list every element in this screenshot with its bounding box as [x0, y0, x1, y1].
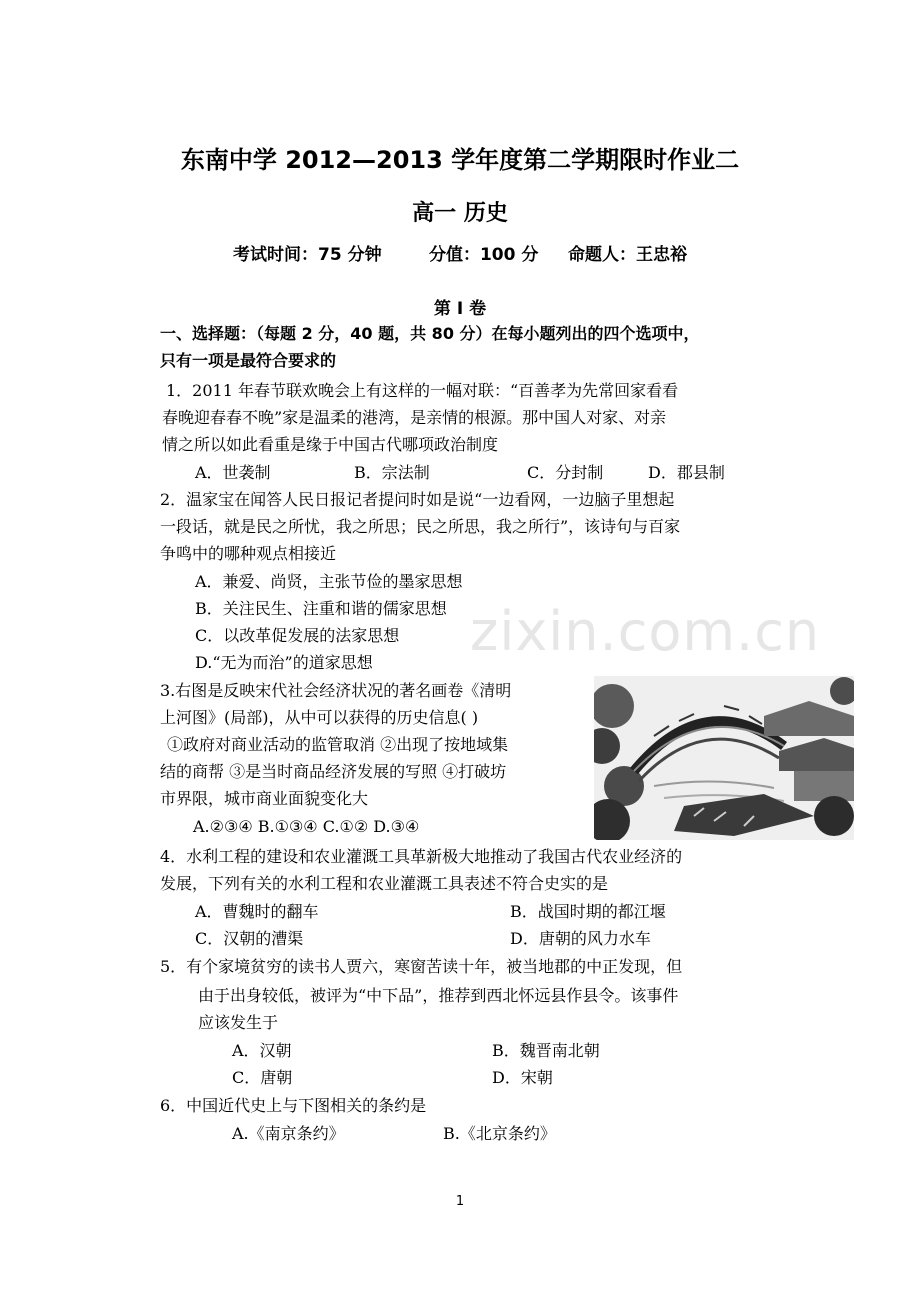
question-4-option-d: D．唐朝的风力水车	[510, 929, 651, 948]
question-3-line: 市界限，城市商业面貌变化大	[160, 789, 369, 808]
question-2-line: 2．温家宝在闻答人民日报记者提问时如是说“一边看网，一边脑子里想起	[160, 490, 675, 509]
question-3-line: ①政府对商业活动的监管取消 ②出现了按地域集	[167, 735, 509, 754]
question-5-line: 5．有个家境贫穷的读书人贾六，寒窗苦读十年，被当地郡的中正发现，但	[160, 957, 683, 976]
question-2-option-b: B．关注民生、注重和谐的儒家思想	[195, 599, 447, 618]
painting-illustration	[594, 676, 854, 840]
question-6-option-b: B.《北京条约》	[443, 1124, 556, 1143]
question-1-line: 1．2011 年春节联欢晚会上有这样的一幅对联：“百善孝为先常回家看看	[166, 381, 679, 400]
question-4-line: 4．水利工程的建设和农业灌溉工具革新极大地推动了我国古代农业经济的	[160, 847, 683, 866]
document-title: 东南中学 2012—2013 学年度第二学期限时作业二	[180, 146, 740, 174]
question-5-option-c: C．唐朝	[232, 1068, 293, 1087]
section-heading-line2: 只有一项是最符合要求的	[160, 351, 337, 370]
question-3-line: 3.右图是反映宋代社会经济状况的著名画卷《清明	[160, 681, 512, 700]
question-2-line: 争鸣中的哪种观点相接近	[160, 544, 337, 563]
question-5-line: 应该发生于	[198, 1013, 279, 1032]
question-3-line: 上河图》(局部)，从中可以获得的历史信息( )	[160, 708, 479, 727]
question-2-option-c: C．以改革促发展的法家思想	[195, 626, 400, 645]
question-1-option-b: B．宗法制	[354, 463, 430, 482]
page-number: 1	[455, 1194, 465, 1209]
question-1-line: 情之所以如此看重是缘于中国古代哪项政治制度	[162, 435, 499, 454]
section-heading-line1: 一、选择题：（每题 2 分，40 题，共 80 分）在每小题列出的四个选项中，	[160, 324, 700, 343]
exam-meta: 考试时间：75 分钟 分值：100 分 命题人：王忠裕	[233, 245, 687, 265]
question-5-option-b: B．魏晋南北朝	[492, 1041, 600, 1060]
question-5-option-d: D．宋朝	[492, 1068, 553, 1087]
question-2-option-d: D.“无为而治”的道家思想	[195, 653, 373, 672]
question-1-line: 春晚迎春春不晚”家是温柔的港湾，是亲情的根源。那中国人对家、对亲	[162, 408, 667, 427]
question-2-option-a: A．兼爱、尚贤，主张节俭的墨家思想	[195, 572, 463, 591]
question-1-option-a: A．世袭制	[195, 463, 271, 482]
question-5-line: 由于出身较低，被评为“中下品”，推荐到西北怀远县作县令。该事件	[198, 986, 679, 1005]
question-1-option-d: D．郡县制	[648, 463, 725, 482]
question-4-option-c: C．汉朝的漕渠	[195, 929, 304, 948]
question-3-line: 结的商帮 ③是当时商品经济发展的写照 ④打破坊	[160, 762, 507, 781]
question-5-option-a: A．汉朝	[232, 1041, 292, 1060]
volume-heading: 第 Ⅰ 卷	[433, 299, 487, 319]
question-6-line: 6．中国近代史上与下图相关的条约是	[160, 1096, 427, 1115]
question-6-option-a: A.《南京条约》	[232, 1124, 345, 1143]
document-subtitle: 高一 历史	[412, 201, 508, 226]
question-4-option-b: B．战国时期的都江堰	[510, 902, 666, 921]
watermark: zixin.com.cn	[470, 600, 821, 663]
question-2-line: 一段话，就是民之所忧，我之所思；民之所思，我之所行”，该诗句与百家	[160, 517, 681, 536]
question-3-options: A.②③④ B.①③④ C.①② D.③④	[193, 817, 420, 836]
question-1-option-c: C．分封制	[527, 463, 604, 482]
qingming-painting-image	[594, 676, 854, 840]
question-4-option-a: A．曹魏时的翻车	[195, 902, 319, 921]
question-4-line: 发展，下列有关的水利工程和农业灌溉工具表述不符合史实的是	[160, 874, 609, 893]
